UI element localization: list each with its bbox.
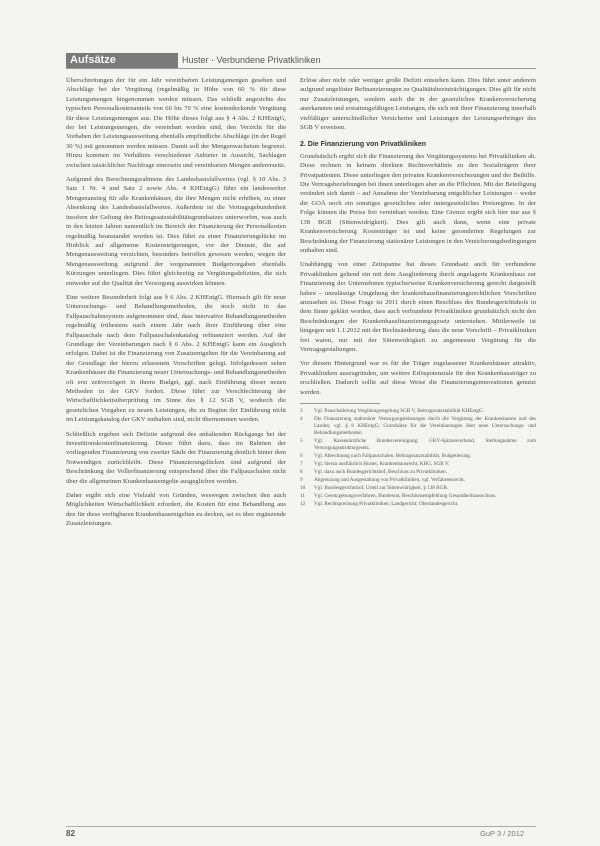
footnote: 5 Vgl. Kassenärztliche Bundesvereinigung; GKV-Spitzenverband, Stellungnahme zum Versorgungsstrukturgesetz. <box>300 438 536 451</box>
footnote: 7 Vgl. hierzu ausführlich Huster, Krankenhausrecht, KHG, SGB V. <box>300 461 450 467</box>
paragraph: Vor diesem Hintergrund war es für die Träger zugelassener Krankenhäuser attraktiv, Privatkliniken auszugründen, um weitere Erlöspotenziale für den Krankenhausträger zu erschließen. Dadurch sollte auf diese Weise die Finanzierungsinnovationen genutzt werden. <box>300 360 536 396</box>
footnote: 8 Vgl. dazu auch Bundesgerichtshof, Beschluss zu Privatkliniken. <box>300 469 447 475</box>
section-heading: 2. Die Finanzierung von Privatkliniken <box>300 141 427 149</box>
paragraph: Erlöse aber nicht oder weniger große Defizit entstehen kann. Dies führt unter anderem aufgrund ungelöster Refinanzierungen zu Qualitätsbeeinträchtigungen. Dies gilt für nicht nur Zusatzleistungen, sondern auch die in der gesetzlichen Krankenversicherung anerkannten und erstattungsfähigen Leistungen, die sich mit ihrer Finanzierung innerhalb vielfältiger unterschiedlicher Versicherter und Leistungen der Leistungserbringer des SGB V erweisen. <box>300 77 536 132</box>
paragraph: Daher ergibt sich eine Vielzahl von Gründen, weswegen zwischen den auch Möglichkeiten Wirtschaftlichkeit erfordert, die Kosten für eine Behandlung aus den für diese verfügbaren Krankenhausentgelten zu decken, sei es über ergänzende Zusatzleistungen. <box>66 492 286 528</box>
paragraph: Unabhängig von einer Zeitspanne hat dieses Grundsatz auch für verbundene Privatkliniken geltend ein mit dem Ausgliederung durch angelagerte Krankenhaus zur Finanzierung der Unternehmen typischerweise Krankenversicherung gerecht dargestellt haben – unzulässige Umgehung der krankenhausfinanzierungsrechtlichen Vorschriften anzusehen ist. Diese Frage ist 2011 durch einen Beschluss des Bundesgerichtshofs in dem Sinne geklärt worden, dass auch verbundene Privatkliniken grundsätzlich nicht den Beschränkungen der Krankenhausfinanzierungsgesetz unterstehen. Mittlerweile ist hingegen seit 1.1.2012 mit der Rechtsänderung, dass die neue Vorschrift – Privatkliniken frei waren, nur mit der Sittenwidrigkeit zu angemessen Vergütung für die Vertragsgestaltungen. <box>300 261 536 353</box>
paragraph: Eine weitere Besonderheit folgt aus § 6 Abs. 2 KHEntgG. Hiernach gilt für neue Untersuchungs- und Behandlungsmethoden, die noch nicht in das Fallpauschalensystem aufgenommen sind, dass innovative Behandlungsmethoden regelmäßig frühestens nach einem Jahr nach ihrer Einführung über eine Fallpauschale nach dem Fallpauschalenkatalog refinanziert werden. Auf der Grundlage der Vereinbarungen nach § 6 Abs. 2 KHEntgG kann ein Ausgleich erfolgen. Dabei ist die Finanzierung von Zusatzentgelten für die Vereinbarung auf der Grundlage der hierzu erlassenen Vorschriften gelegt. Infolgedessen sehen Krankenhäuser die Finanzierung neuer Untersuchungs- und Behandlungsmethoden oft erst zeitverzögert in ihrem Budget, ggf. nach Einführung dieser neuen Methoden in der GKV fordert. Diese führt zur Verschlechterung der Wirtschaftlichkeitsüberprüfung im Sinne des § 12 SGB V, wodurch die gesetzlichen Vorgaben zu neuen Leistungen, die zu Beginn der Einführung nicht im Leistungskatalog der GKV enthalten sind, nicht übernommen werden. <box>66 293 286 424</box>
right-column <box>300 76 536 509</box>
journal-reference: GuP 3 / 2012 <box>480 829 525 838</box>
rubric-label: Aufsätze <box>66 53 178 68</box>
running-title: Huster · Verbundene Privatkliniken <box>182 55 321 65</box>
footnote: 9 Abgrenzung und Ausgestaltung von Privatkliniken, vgl. Verfahrensrecht. <box>300 477 466 483</box>
footnote: 12 Vgl. Rechtsprechung Privatkliniken; Landgericht; Oberlandesgericht. <box>300 501 459 507</box>
footnote: 11 Vgl. Gesetzgebungsverfahren, Bundesrat, Beschlussempfehlung Gesundheitsausschuss. <box>300 493 497 499</box>
paragraph: Aufgrund des Berechnungsrahmens des Landesbasisfallwertes (vgl. § 10 Abs. 3 Satz 1 Nr. 4 und Satz 2 sowie Abs. 4 KHEntgG) führt ein landesweiter Mengenanstieg für alle Krankenhäuser, die ihre Mengen nicht erhöhen, zu einer Absenkung des Landesbasisfallwertes. Außerdem ist die Vertragsgebundenheit insofern der Geltung des Beitragssatzstabilitätsgrundsatzes unterworfen, was auch in den letzten Jahren namentlich im Bereich der Finanzierung der Personalkosten regelmäßig beanstandet worden ist. Dies führt zu einer Finanzierungslücke im Hinblick auf allgemeine Kostensteigerungen, vor der Dienste, die auf Mengenausweitung verzichten, besonders betroffen gewesen werden, wegen der Mengenausweitung aufgrund der vorgenannten Budgetvorgaben ebenfalls Kürzungen unterliegen. Dies führt gleichzeitig zu Vergütungsdefiziten, die sich entweder auf die Qualität der Versorgung auswirken können. <box>66 176 286 287</box>
page-number: 82 <box>66 829 75 838</box>
paragraph: Überschreitungen der für ein Jahr vereinbarten Leistungsmengen gesehen und Abschläge bei der Vergütung (regelmäßig in Höhe von 60 % für diese Leistungsmengen hingenommen werden müssen. Das schließt angesichts des typischen Personalkostenanteils von 60 bis 70 % eine kostendeckende Vergütung für diese Leistungsmengen aus. Die Höhe dieses folgt aus § 4 Abs. 2 KHEntgG, der bei Leistungsmengen, die vereinbart worden sind, den Verzicht für die Vorhaben der Leistungsausweitung ebenfalls empfindliche Abschläge (in der Regel 30 %) mit genommen werden müssen. Damit soll der Mengenwachstum begrenzt. Hinzu kommen im Verhältnis verschiedener Anbieter in Aussicht, Sachlagen zwischen tatsächlicher Nachfrage einerseits und vereinbarten Mengen andererseits. <box>66 77 286 169</box>
paragraph: Grundsätzlich ergibt sich die Finanzierung des Vergütungssystems bei Privatkliniken ab. Diese rechnen in keinem direkten Rechtsverhältnis zu den Sozialträgern ihrer Privatpatienten. Diese unterliegen den privaten Krankenversicherungen und der Beihilfe. Die Vertragsbeziehungen bei ihnen unterliegen aber an die Pflichten. Mit der Beteiligung verändert sich damit – auf Annahme der Vereinbarung entgeltlicher Leistungen – weder die GOÄ noch ein sonstiges gesetzliches oder untergesetzliches Preisregime. In der Folge können die Preise frei vereinbart werden. Eine Grenze ergibt sich hier nur aus § 138 BGB (Sittenwidrigkeit). Dies gilt auch dann, wenn eine private Krankenversicherung Kostenträger ist und keine gesonderten Regelungen zur Beschränkung der Finanzierung stationärer Leistungen in den Versicherungsbedingungen enthalten sind. <box>300 152 536 254</box>
paragraph: Schließlich ergeben sich Defizite aufgrund des anhaltenden Rückgangs bei der Investitionskostenfinanzierung. Dieser führt dazu, dass im Rahmen der vorliegenden Finanzierung von zweiter Säule der Finanzierung deutlich hinter dem Notwendigen zurückbleibt. Diese Finanzierungslücken sind aufgrund der Beschränkung der Vollrefinanzierung entsprechend über die Fallpauschalen nicht über die allgemeinen Krankenhausentgelte ausgeglichen worden. <box>66 430 286 485</box>
footnote: 10 Vgl. Bundesgerichtshof, Urteil zur Sittenwidrigkeit, § 138 BGB. <box>300 485 449 491</box>
left-column <box>66 76 286 534</box>
footer-rule <box>66 826 536 827</box>
footnote-rule <box>300 403 380 404</box>
footnotes <box>300 408 536 508</box>
footnote: 6 Vgl. Abrechnung nach Fallpauschalen, Beitragssatzstabilität, Budgetierung. <box>300 453 472 459</box>
footnote: 4 Die Finanzierung stationärer Versorgungsleistungen durch die Vergütung der Krankenkassen und des Landes; vgl. § 6 KHEntgG; Grundsätze für die Vereinbarungen über neue Untersuchungs- und Behandlungsmethoden. <box>300 416 536 436</box>
header-rule <box>66 68 536 69</box>
page-header <box>66 52 536 68</box>
footnote: 3 Vgl. Pauschalierung Vergütungsregelung SGB V, Beitragssatzstabilität KHEntgG. <box>300 408 485 414</box>
